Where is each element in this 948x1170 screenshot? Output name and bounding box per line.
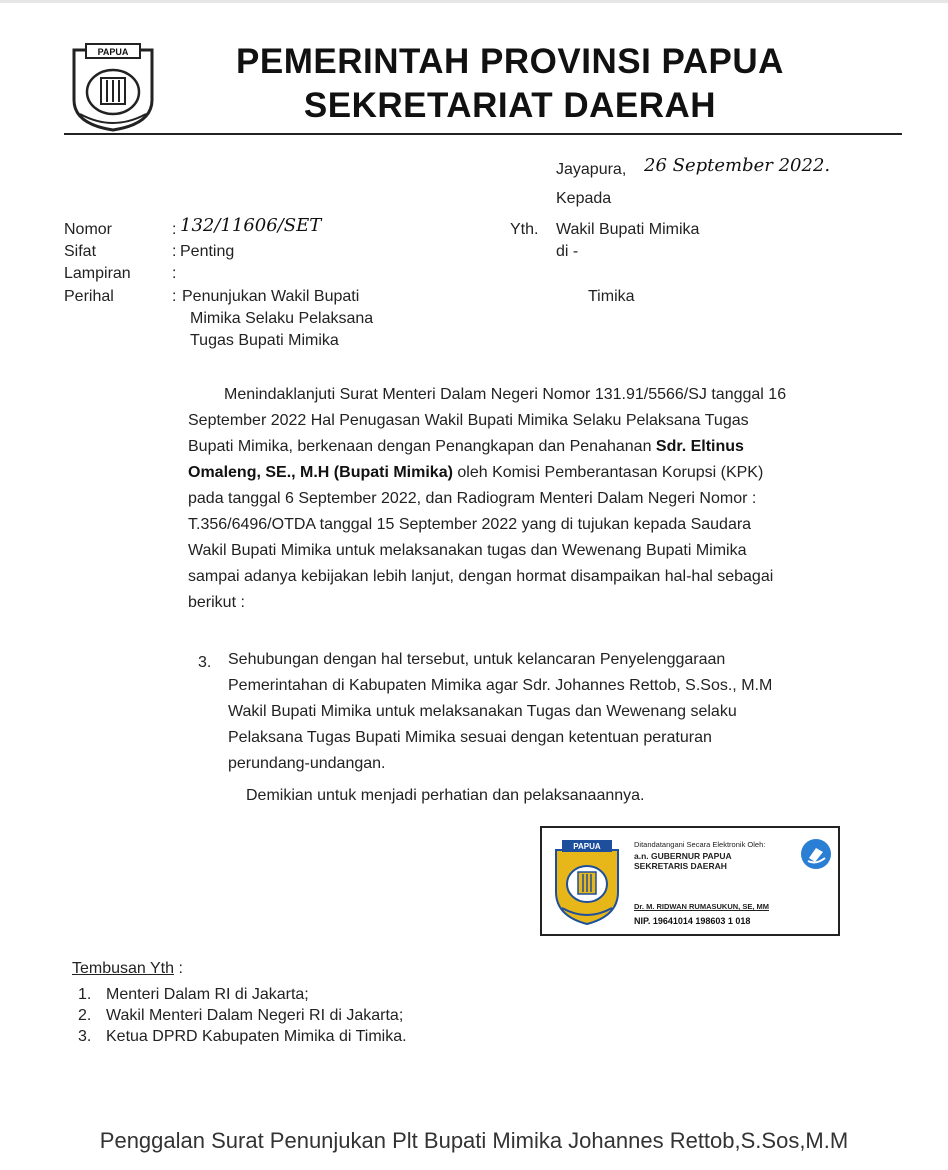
letterhead-line2: SEKRETARIAT DAERAH: [303, 86, 717, 125]
main-paragraph: [188, 382, 906, 616]
perihal-line2: Mimika Selaku Pelaksana: [190, 310, 374, 327]
tembusan-title-underlined: Tembusan Yth: [72, 960, 174, 977]
svg-text:PAPUA: PAPUA: [573, 842, 601, 851]
meta-sep-lampiran: :: [172, 265, 177, 282]
tembusan-item: [78, 986, 309, 1004]
tembusan-item: [78, 1007, 403, 1025]
item3-text: [228, 647, 908, 777]
tembusan-num: 2.: [78, 1007, 92, 1024]
meta-sep-nomor: :: [172, 221, 177, 238]
tembusan-item: [78, 1028, 407, 1046]
item3-line: perundang-undangan.: [228, 755, 386, 772]
sig-line1: Ditandatangani Secara Elektronik Oleh:: [634, 840, 766, 849]
letterhead-rule: [64, 133, 902, 135]
tembusan-text: Ketua DPRD Kabupaten Mimika di Timika.: [106, 1028, 407, 1045]
meta-value-perihal: Penunjukan Wakil Bupati: [182, 288, 360, 305]
recipient-name: Wakil Bupati Mimika: [556, 221, 700, 238]
perihal-line3: Tugas Bupati Mimika: [190, 332, 339, 349]
sig-line2: a.n. GUBERNUR PAPUA: [634, 851, 732, 861]
recipient-yth: Yth.: [510, 221, 539, 238]
para-bold-name: Sdr. Eltinus: [655, 438, 744, 455]
para-line: Wakil Bupati Mimika untuk melaksanakan tugas dan Wewenang Bupati Mimika: [188, 542, 747, 559]
item3-line: Sehubungan dengan hal tersebut, untuk kelancaran Penyelenggaraan: [228, 651, 726, 668]
tembusan-title-colon: :: [174, 960, 183, 977]
recipient-di: di -: [556, 243, 579, 260]
para-line: [188, 460, 906, 486]
electronic-signature-box: [540, 826, 840, 936]
item3-number: 3.: [198, 654, 212, 671]
para-line: [188, 434, 906, 460]
para-bold-name-cont: Omaleng, SE., M.H (Bupati Mimika): [188, 464, 453, 481]
tembusan-text: Wakil Menteri Dalam Negeri RI di Jakarta;: [106, 1007, 404, 1024]
tembusan-text: Menteri Dalam RI di Jakarta;: [106, 986, 309, 1003]
top-divider: [0, 0, 948, 3]
tembusan-num: 3.: [78, 1028, 92, 1045]
meta-label-perihal: Perihal: [64, 288, 114, 305]
para-line: pada tanggal 6 September 2022, dan Radiogram Menteri Dalam Negeri Nomor :: [188, 490, 757, 507]
para-line: berikut :: [188, 594, 245, 611]
meta-sep-perihal: :: [172, 288, 177, 305]
para-line: September 2022 Hal Penugasan Wakil Bupati Mimika Selaku Pelaksana Tugas: [188, 412, 749, 429]
meta-label-sifat: Sifat: [64, 243, 97, 260]
meta-label-nomor: Nomor: [64, 221, 113, 238]
meta-value-nomor: 132/11606/SET: [180, 215, 322, 236]
svg-text:PAPUA: PAPUA: [97, 47, 129, 57]
sig-line3: SEKRETARIS DAERAH: [634, 861, 727, 871]
closing-sentence: Demikian untuk menjadi perhatian dan pelaksanaannya.: [246, 787, 645, 804]
sig-signer: Dr. M. RIDWAN RUMASUKUN, SE, MM: [634, 902, 769, 911]
para-line: sampai adanya kebijakan lebih lanjut, dengan hormat disampaikan hal-hal sebagai: [188, 568, 774, 585]
para-text: oleh Komisi Pemberantasan Korupsi (KPK): [457, 464, 764, 481]
tembusan-num: 1.: [78, 986, 92, 1003]
meta-label-lampiran: Lampiran: [64, 265, 131, 282]
place: Jayapura,: [556, 161, 627, 178]
sig-nip: NIP. 19641014 198603 1 018: [634, 916, 751, 926]
recipient-kepada: Kepada: [556, 190, 612, 207]
item3-line: Wakil Bupati Mimika untuk melaksanakan Tugas dan Wewenang selaku: [228, 703, 737, 720]
bsre-seal-icon: [800, 838, 832, 870]
para-line: Menindaklanjuti Surat Menteri Dalam Negeri Nomor 131.91/5566/SJ tanggal 16: [224, 386, 787, 403]
image-caption: Penggalan Surat Penunjukan Plt Bupati Mimika Johannes Rettob,S.Sos,M.M: [99, 1128, 849, 1153]
meta-value-sifat: Penting: [180, 243, 235, 260]
tembusan-title: [72, 960, 183, 978]
papua-emblem-icon: [66, 40, 160, 132]
para-line: T.356/6496/OTDA tanggal 15 September 2022 yang di tujukan kepada Saudara: [188, 516, 752, 533]
meta-sep-sifat: :: [172, 243, 177, 260]
recipient-city: Timika: [588, 288, 635, 305]
item3-line: Pelaksana Tugas Bupati Mimika sesuai dengan ketentuan peraturan: [228, 729, 712, 746]
para-text: Bupati Mimika, berkenaan dengan Penangkapan dan Penahanan: [188, 438, 652, 455]
item3-line: Pemerintahan di Kabupaten Mimika agar Sdr. Johannes Rettob, S.Sos., M.M: [228, 677, 773, 694]
papua-emblem-color-icon: [552, 836, 622, 926]
date-handwritten: 26 September 2022.: [644, 155, 831, 176]
letterhead-line1: PEMERINTAH PROVINSI PAPUA: [236, 42, 784, 81]
